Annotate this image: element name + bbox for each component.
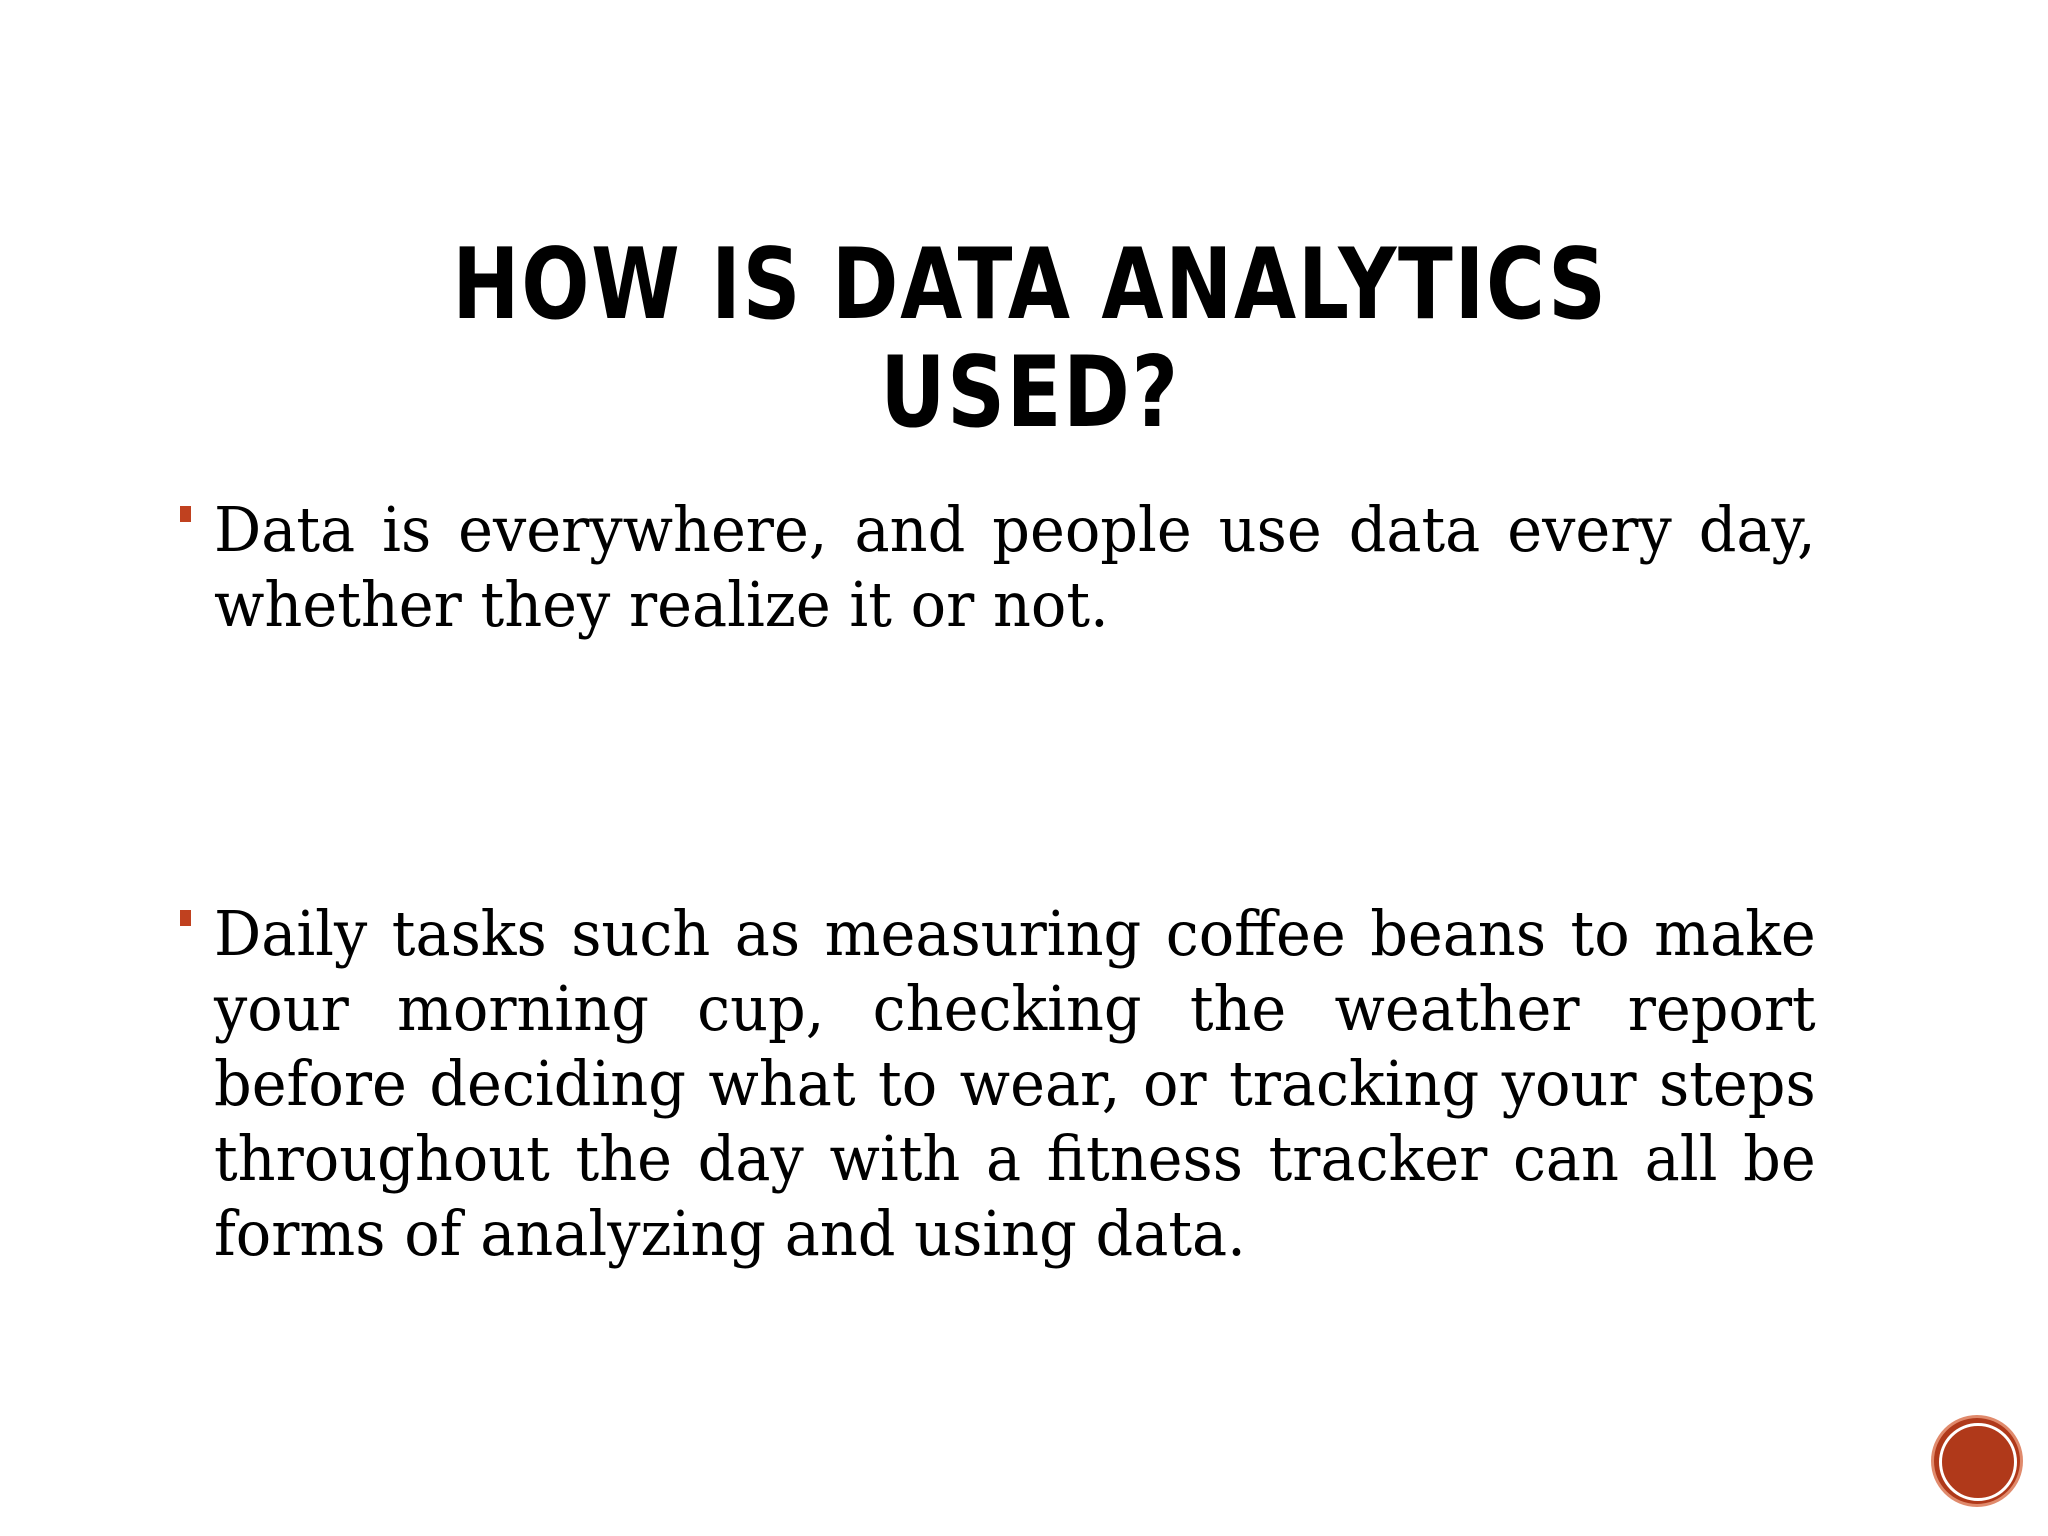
bullet-item	[180, 896, 1900, 1271]
slide-title: HOW IS DATA ANALYTICS USED?	[452, 228, 1608, 450]
square-bullet-icon	[180, 896, 214, 926]
bullet-text: Data is everywhere, and people use data every day, whether they realize it or not.	[214, 493, 1816, 641]
bullet-text: Daily tasks such as measuring coffee beans to make your morning cup, checking the weather report before deciding what to wear, or tracking your steps throughout the day with a fitness tracker can all be forms of analyzing and using data.	[214, 897, 1816, 1270]
circle-nav-icon[interactable]	[1934, 1418, 2020, 1504]
square-bullet-icon	[180, 492, 214, 522]
circle-nav-ring	[1939, 1423, 2017, 1501]
bullet-item	[180, 492, 1900, 642]
